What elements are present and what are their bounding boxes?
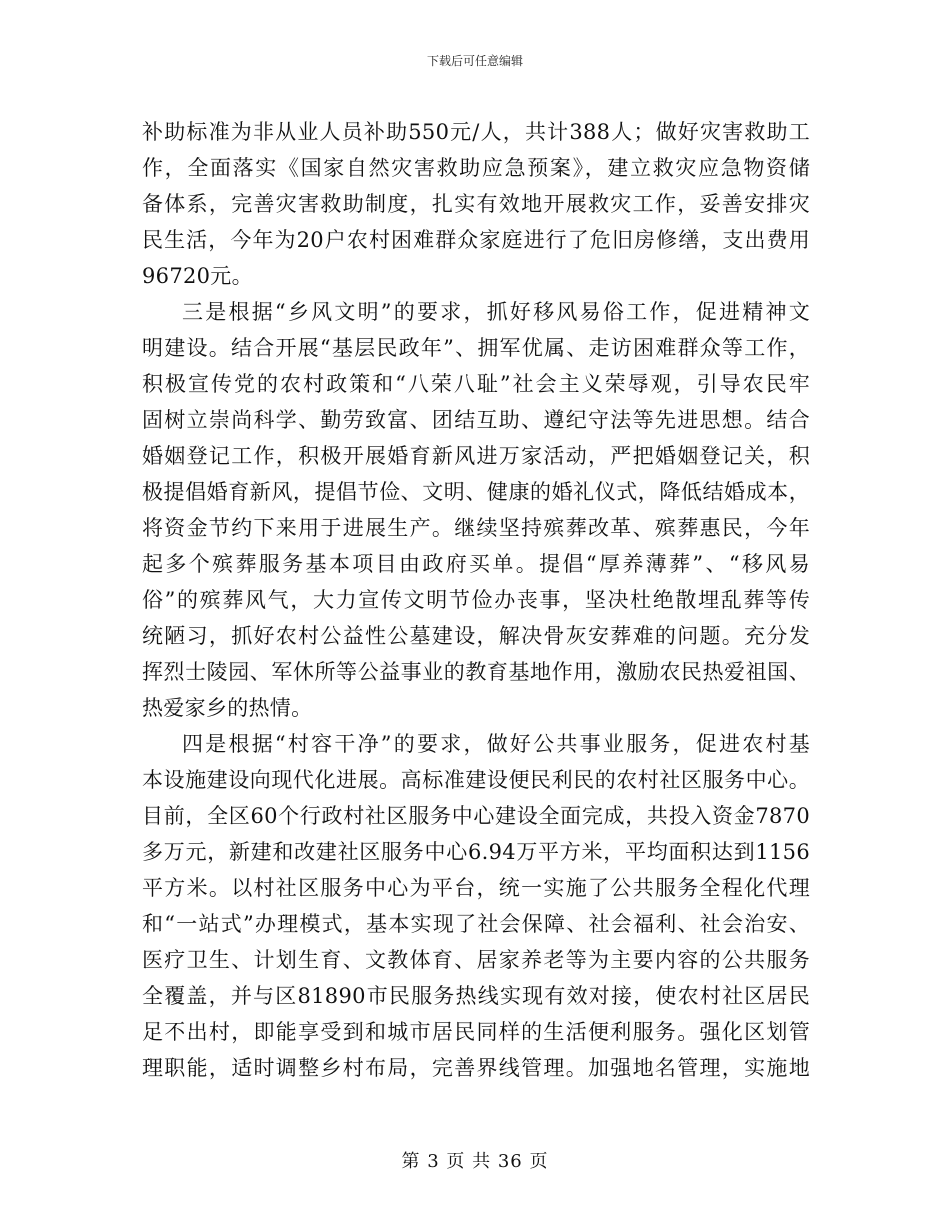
text-line: 挥烈士陵园、军休所等公益事业的教育基地作用，激励农民热爱祖国、 [142,660,810,684]
text-line: 和“一站式”办理模式，基本实现了社会保障、社会福利、社会治安、 [142,912,810,936]
text-line: 将资金节约下来用于进展生产。继续坚持殡葬改革、殡葬惠民，今年 [142,516,810,540]
text-line: 固树立崇尚科学、勤劳致富、团结互助、遵纪守法等先进思想。结合 [142,408,810,432]
text-line: 96720元。 [142,264,253,288]
text-line: 热爱家乡的热情。 [142,696,313,720]
document-body [142,114,810,1086]
text-line: 全覆盖，并与区81890市民服务热线实现有效对接，使农村社区居民 [142,984,810,1008]
text-line: 统陋习，抓好农村公益性公墓建设，解决骨灰安葬难的问题。充分发 [142,624,810,648]
text-line: 补助标准为非从业人员补助550元/人，共计388人；做好灾害救助工 [142,120,810,144]
page-header: 下载后可任意编辑 [426,54,523,68]
text-line: 极提倡婚育新风，提倡节俭、文明、健康的婚礼仪式，降低结婚成本， [142,480,810,504]
text-line: 起多个殡葬服务基本项目由政府买单。提倡“厚养薄葬”、“移风易 [142,552,810,576]
text-line: 俗”的殡葬风气，大力宣传文明节俭办丧事，坚决杜绝散埋乱葬等传 [142,588,810,612]
text-line: 备体系，完善灾害救助制度，扎实有效地开展救灾工作，妥善安排灾 [142,192,810,216]
page-number-footer: 第 3 页 共 36 页 [401,1151,549,1172]
paragraph-start-line: 三是根据“乡风文明”的要求，抓好移风易俗工作，促进精神文 [182,300,810,324]
text-line: 理职能，适时调整乡村布局，完善界线管理。加强地名管理，实施地 [142,1056,810,1080]
text-line: 多万元，新建和改建社区服务中心6.94万平方米，平均面积达到1156 [142,840,810,864]
text-line: 本设施建设向现代化进展。高标准建设便民利民的农村社区服务中心。 [142,768,810,792]
text-line: 足不出村，即能享受到和城市居民同样的生活便利服务。强化区划管 [142,1020,810,1044]
text-line: 民生活，今年为20户农村困难群众家庭进行了危旧房修缮，支出费用 [142,228,810,252]
text-line: 平方米。以村社区服务中心为平台，统一实施了公共服务全程化代理 [142,876,810,900]
text-line: 婚姻登记工作，积极开展婚育新风进万家活动，严把婚姻登记关，积 [142,444,810,468]
text-line: 医疗卫生、计划生育、文教体育、居家养老等为主要内容的公共服务 [142,948,810,972]
text-line: 明建设。结合开展“基层民政年”、拥军优属、走访困难群众等工作， [142,336,810,360]
text-line: 目前，全区60个行政村社区服务中心建设全面完成，共投入资金7870 [142,804,810,828]
text-line: 积极宣传党的农村政策和“八荣八耻”社会主义荣辱观，引导农民牢 [142,372,810,396]
paragraph-start-line: 四是根据“村容干净”的要求，做好公共事业服务，促进农村基 [182,732,810,756]
text-line: 作，全面落实《国家自然灾害救助应急预案》，建立救灾应急物资储 [142,156,810,180]
